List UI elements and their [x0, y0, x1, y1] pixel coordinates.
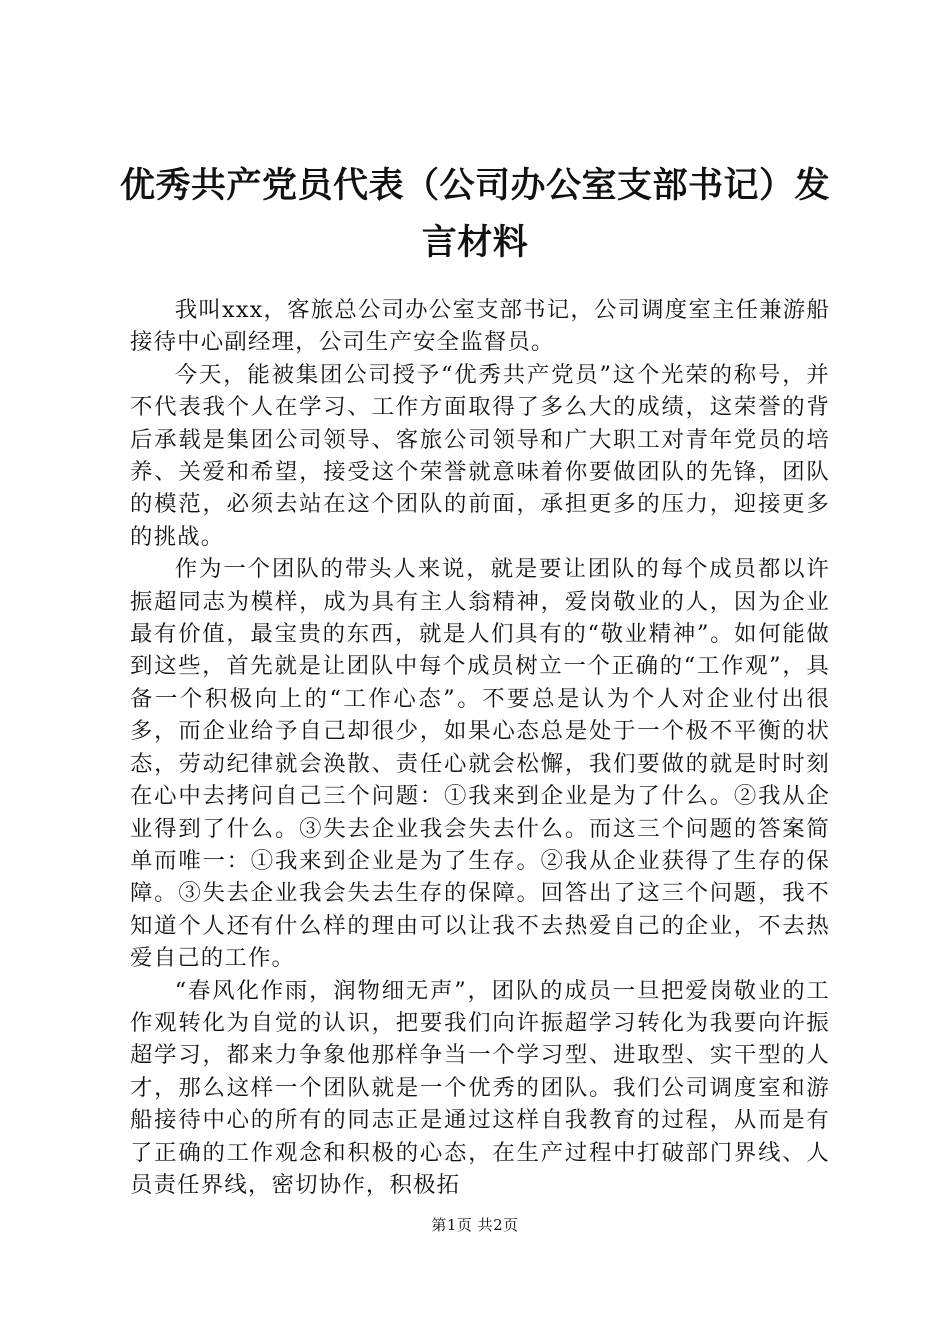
document-body: [130, 294, 830, 1201]
paragraph-4: “春风化作雨，润物细无声”，团队的成员一旦把爱岗敬业的工作观转化为自觉的认识，把要我们向许振超学习转化为我要向许振超学习，都来力争象他那样争当一个学习型、进取型、实干型的人才，那么这样一个团队就是一个优秀的团队。我们公司调度室和游船接待中心的所有的同志正是通过这样自我教育的过程，从而是有了正确的工作观念和积极的心态，在生产过程中打破部门界线、人员责任界线，密切协作，积极拓: [130, 977, 830, 1198]
document-title: 优秀共产党员代表（公司办公室支部书记）发言材料: [120, 166, 831, 263]
paragraph-1: 我叫xxx，客旅总公司办公室支部书记，公司调度室主任兼游船接待中心副经理，公司生产安全监督员。: [130, 297, 830, 356]
paragraph-2: 今天，能被集团公司授予“优秀共产党员”这个光荣的称号，并不代表我个人在学习、工作方面取得了多么大的成绩，这荣誉的背后承载是集团公司领导、客旅公司领导和广大职工对青年党员的培养、关爱和希望，接受这个荣誉就意味着你要做团队的先锋，团队的模范，必须去站在这个团队的前面，承担更多的压力，迎接更多的挑战。: [130, 361, 830, 550]
paragraph-3: 作为一个团队的带头人来说，就是要让团队的每个成员都以许振超同志为模样，成为具有主人翁精神，爱岗敬业的人，因为企业最有价值，最宝贵的东西，就是人们具有的“敬业精神”。如何能做到这些，首先就是让团队中每个成员树立一个正确的“工作观”，具备一个积极向上的“工作心态”。不要总是认为个人对企业付出很多，而企业给予自己却很少，如果心态总是处于一个极不平衡的状态，劳动纪律就会涣散、责任心就会松懈，我们要做的就是时时刻在心中去拷问自己三个问题：①我来到企业是为了什么。②我从企业得到了什么。③失去企业我会失去什么。而这三个问题的答案简单而唯一：①我来到企业是为了生存。②我从企业获得了生存的保障。③失去企业我会失去生存的保障。回答出了这三个问题，我不知道个人还有什么样的理由可以让我不去热爱自己的企业，不去热爱自己的工作。: [130, 556, 830, 972]
page-footer: 第1页 共2页: [431, 1216, 519, 1234]
